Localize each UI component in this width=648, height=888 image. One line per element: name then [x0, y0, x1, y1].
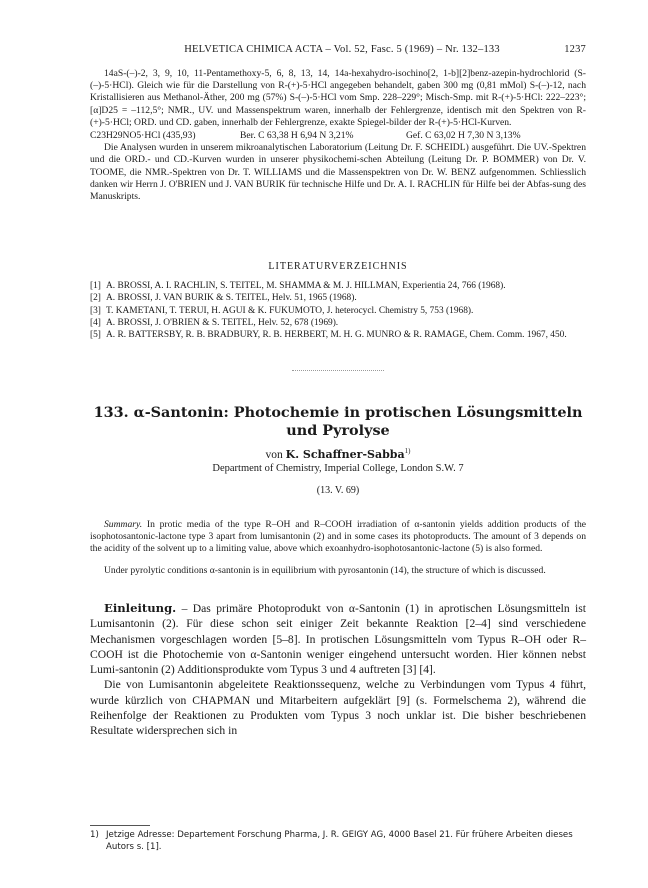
introduction-paragraph: [90, 601, 586, 677]
reference-item: [90, 317, 586, 329]
summary: [90, 509, 586, 587]
article-title-line-1: 133. α-Santonin: Photochemie in protischen Lösungsmitteln: [93, 404, 583, 421]
footnote-text: Jetzige Adresse: Departement Forschung Pharma, J. R. GEIGY AG, 4000 Basel 21. Für frühere Arbeiten dieses Autors s. [1].: [106, 830, 573, 852]
acknowledgements-paragraph: Die Analysen wurden in unserem mikroanalytischen Laboratorium (Leitung Dr. F. SCHEIDL) ausgeführt. Die UV.-Spektren und die ORD.- und CD.-Kurven wurden in unserer physikochemi-schen Abteilung (Leitung Dr. P. BOMMER) von Dr. V. TOOME, die NMR.-Spektren von Dr. T. WILLIAMS und die Massenspektren von Dr. W. BENZ aufgenommen. Schliesslich danken wir Herrn J. O'BRIEN und J. VAN BURIK für technische Hilfe und Dr. A. I. RACHLIN für Hilfe bei der Abfas-sung des Manuskripts.: [90, 142, 586, 203]
introduction-heading: Einleitung.: [104, 601, 177, 615]
affiliation: Department of Chemistry, Imperial College, London S.W. 7: [212, 463, 464, 474]
summary-paragraph: [90, 519, 586, 556]
reference-text: A. R. BATTERSBY, R. B. BRADBURY, R. B. HERBERT, M. H. G. MUNRO & R. RAMAGE, Chem. Comm. 1967, 450.: [106, 330, 567, 341]
summary-label: Summary.: [104, 518, 143, 530]
article-title: [90, 404, 586, 440]
reference-item: [90, 280, 586, 292]
reference-text: A. BROSSI, A. I. RACHLIN, S. TEITEL, M. SHAMMA & M. J. HILLMAN, Experientia 24, 766 (1968).: [106, 281, 506, 291]
article-divider: [292, 370, 384, 371]
footnote: [90, 829, 586, 853]
footnote-mark: 1): [90, 830, 99, 840]
elemental-analysis: [90, 130, 586, 142]
analysis-calculated: Ber. C 63,38 H 6,94 N 3,21%: [240, 130, 354, 142]
footnote-rule: [90, 825, 150, 826]
author-footnote-mark: 1): [404, 447, 411, 455]
body-paragraph-2: Die von Lumisantonin abgeleitete Reaktionssequenz, welche zu Verbindungen vom Typus 4 führt, wurde kürzlich von CHAPMAN und Mitarbeitern aufgeklärt [9] (s. Formelschema 2), während die Reihenfolge der Reaktionen zu Produkten vom Typus 3 noch unklar ist. Die bisher beschriebenen Resultate widersprechen sich in: [90, 678, 586, 738]
article-body: [90, 601, 586, 739]
reference-list: [90, 280, 586, 341]
reference-text: T. KAMETANI, T. TERUI, H. AGUI & K. FUKUMOTO, J. heterocycl. Chemistry 5, 753 (1968).: [106, 305, 474, 316]
reference-number: [3]: [90, 305, 101, 316]
analysis-found: Gef. C 63,02 H 7,30 N 3,13%: [406, 130, 521, 142]
reference-number: [1]: [90, 281, 101, 291]
references-title: LITERATURVERZEICHNIS: [268, 261, 408, 272]
experimental-paragraph: 14aS-(–)-2, 3, 9, 10, 11-Pentamethoxy-5, 6, 8, 13, 14, 14a-hexahydro-isochino[2, 1-b][2]benz-azepin-hydrochlorid (S-(–)-5·HCl). Gleich wie für die Darstellung von R-(+)-5·HCl angegeben behandelt, gaben 300 mg (0,81 mMol) S-(–)-12, nach Kristallisieren aus Methanol-Äther, 200 mg (57%) S-(–)-5·HCl vom Smp. 228–229°; Misch-Smp. mit R-(+)-5·HCl: 222–223°; [α]D25 = –112,5°; NMR., UV. und Massenspektrum waren, innerhalb der Fehlergrenze, identisch mit den Spektren von R-(+)-5·HCl; ORD. und CD. gaben, innerhalb der Fehlergrenze, exakte Spiegel-bilder der R-(+)-5·HCl-Kurven.: [90, 68, 586, 128]
summary-text: In protic media of the type R–OH and R–COOH irradiation of α-santonin yields addition products of the isophotosantonic-lactone type 3 apart from lumisantonin (2) and in some cases its photoproducts. The amount of 3 depends on the acidity of the solvent up to a limiting value, above which exoanhydro-isophotosantonic-lactone (5) is also formed.: [90, 518, 586, 554]
author-line: [90, 447, 586, 461]
introduction-text: – Das primäre Photoprodukt von α-Santonin (1) in aprotischen Lösungsmitteln ist Lumisantonin (2). Für diese schon seit einiger Zeit bekannte Reaktion [2–4] sind verschiedene Mechanismen vorgeschlagen worden [5–8]. In protischen Lösungsmitteln vom Typus R–OH oder R–COOH ist die Photochemie von α-Santonin weniger eingehend untersucht worden. Hier können nebst Lumi-santonin (2) Additionsprodukte vom Typus 3 und 4 auftreten [3] [4].: [90, 602, 587, 677]
running-title: HELVETICA CHIMICA ACTA – Vol. 52, Fasc. 5 (1969) – Nr. 132–133: [184, 44, 500, 55]
previous-article-experimental: [90, 68, 586, 203]
reference-item: [90, 292, 586, 304]
reference-item: [90, 329, 586, 341]
author-prefix: von: [265, 448, 283, 461]
received-date: (13. V. 69): [316, 485, 360, 496]
reference-text: A. BROSSI, J. O'BRIEN & S. TEITEL, Helv. 52, 678 (1969).: [106, 317, 339, 328]
reference-item: [90, 305, 586, 317]
article-title-line-2: und Pyrolyse: [286, 422, 390, 439]
page-number: 1237: [564, 44, 586, 55]
analysis-formula: C23H29NO5·HCl (435,93): [90, 130, 196, 142]
reference-number: [2]: [90, 293, 101, 304]
reference-number: [4]: [90, 317, 101, 328]
summary-paragraph-2: Under pyrolytic conditions α-santonin is in equilibrium with pyrosantonin (14), the structure of which is discussed.: [104, 564, 546, 576]
reference-text: A. BROSSI, J. VAN BURIK & S. TEITEL, Helv. 51, 1965 (1968).: [106, 293, 357, 304]
reference-number: [5]: [90, 330, 101, 341]
author-name: K. Schaffner-Sabba: [285, 447, 405, 461]
